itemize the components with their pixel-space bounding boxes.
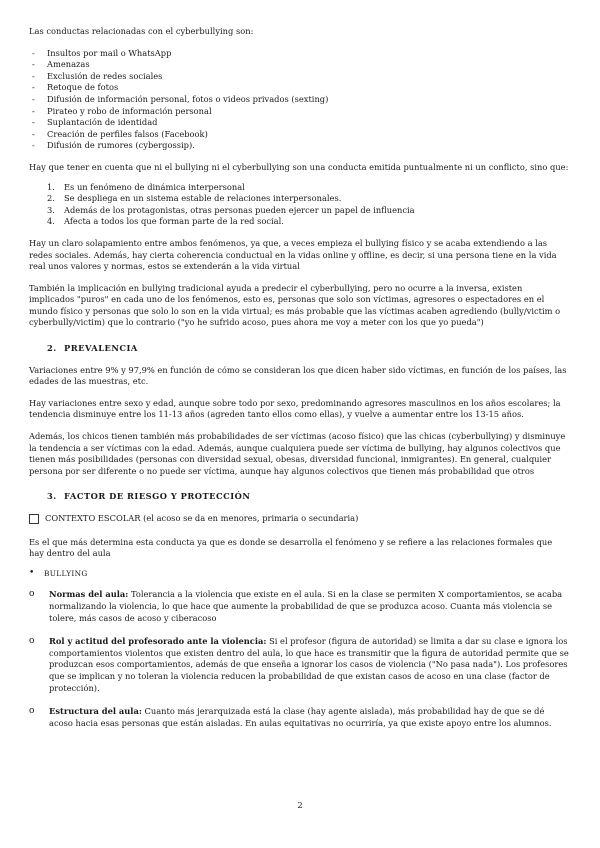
conductas-list <box>29 48 569 152</box>
variaciones-paragraph-2: Hay variaciones entre sexo y edad, aunque sobre todo por sexo, predominando agresores masculinos en los años escolares; la tendencia disminuye entre los 11-13 años (agreden tanto ellos como ellas), y vuelve a aumentar entre los 13-15 años. <box>29 397 561 420</box>
list-item: - Difusión de información personal, fotos o videos privados (sexting) <box>32 93 329 104</box>
intro-text: Las conductas relacionadas con el cyberbullying son: <box>29 26 254 36</box>
aula-paragraph: Es el que más determina esta conducta ya que es donde se desarrolla el fenómeno y se refiere a las relaciones formales que hay dentro del aula <box>29 536 553 559</box>
list-item: - Pirateo y robo de información personal <box>32 105 212 116</box>
list-item: - Insultos por mail o WhatsApp <box>32 47 172 58</box>
bullying-bullet <box>29 568 569 580</box>
list-item: 2. Se despliega en un sistema estable de relaciones interpersonales. <box>47 193 342 204</box>
factor-term: Rol y actitud del profesorado ante la violencia: <box>49 636 267 647</box>
list-item: 3. Además de los protagonistas, otras personas pueden ejercer un papel de influencia <box>47 204 415 215</box>
fenomeno-list <box>29 182 569 228</box>
factor-term: Estructura del aula: <box>49 706 142 717</box>
no-conflicto-paragraph: Hay que tener en cuenta que ni el bullying ni el cyberbullying son una conducta emitida puntualmente ni un conflicto, sino que: <box>29 161 569 172</box>
checkbox-icon <box>29 514 39 524</box>
contexto-escolar-label: CONTEXTO ESCOLAR (el acoso se da en menores, primaria o secundaria) <box>45 513 359 523</box>
variaciones-paragraph-1: Variaciones entre 9% y 97,9% en función de cómo se consideran los que dicen haber sido víctimas, en función de los países, las edades de las muestras, etc. <box>29 364 567 387</box>
section-heading-factor: 3. FACTOR DE RIESGO Y PROTECCIÓN <box>47 491 251 502</box>
factor-text: Tolerancia a la violencia que existe en el aula. Si en la clase se permiten X comportamientos, se acaba normalizando la violencia, lo que hace que aumente la probabilidad de que se produzca acoso. Cuanta más violencia se tolere, más casos de acoso y ciberacoso <box>49 589 563 623</box>
circle-bullet-icon: o <box>29 589 35 600</box>
factor-item-rol <box>29 636 569 694</box>
list-item: - Difusión de rumores (cybergossip). <box>32 140 195 151</box>
document-page <box>29 26 569 741</box>
list-item: - Exclusión de redes sociales <box>32 70 163 81</box>
factor-item-normas <box>29 589 569 624</box>
chicos-paragraph: Además, los chicos tienen también más probabilidades de ser víctimas (acoso físico) que las chicas (cyberbullying) y disminuye la tendencia a ser víctimas con la edad. Además, aunque cualquiera puede ser víctima de bullying, hay algunos colectivos que tienen más posibilidades (personas con diversidad sexual, obesas, diversidad funcional, inmigrantes). En general, cualquier persona por ser diferente o no puede ser víctima, aunque hay algunos colectivos que tienen más probabilidad que otros <box>29 431 566 476</box>
circle-bullet-icon: o <box>29 706 35 717</box>
contexto-escolar-row <box>29 513 569 525</box>
list-item: - Creación de perfiles falsos (Facebook) <box>32 128 208 139</box>
list-item: 1. Es un fenómeno de dinámica interpersonal <box>47 181 245 192</box>
solapamiento-paragraph: Hay un claro solapamiento entre ambos fenómenos, ya que, a veces empieza el bullying físico y se acaba extendiendo a las redes sociales. Además, hay cierta coherencia conductual en la vidas online y offline, es decir, si una persona tiene en la vida real unos valores y normas, estos se extenderán a la vida virtual <box>29 237 557 272</box>
factor-text: Si el profesor (figura de autoridad) se limita a dar su clase e ignora los comportamientos violentos que existen dentro del aula, lo que hace es transmitir que la figura de autoridad permite que se produzcan esos comportamientos, además de que enseña a ignorar los casos de violencia ("No pasa nada"). Los profesores que se implican y no toleran la violencia reducen la probabilidad de que existan casos de acoso en una clase (factor de protección). <box>49 636 569 693</box>
implicacion-paragraph: También la implicación en bullying tradicional ayuda a predecir el cyberbullying, pero no ocurre a la inversa, existen implicados "puros" en cada uno de los fenómenos, esto es, personas que solo son víctimas, agresores o espectadores en el mundo físico y personas que solo lo son en la vida virtual; es más probable que las víctimas acaben agrediendo (bully/victim o cyberbully/victim) que lo contrario ("yo he sufrido acoso, pues ahora me voy a meter con los que yo pueda") <box>29 282 561 328</box>
circle-bullet-icon: o <box>29 636 35 647</box>
factor-text: Cuanto más jerarquizada está la clase (hay agente aislada), más probabilidad hay de que se dé acoso hacia esas personas que están aisladas. En aulas equitativas no ocurriría, ya que existe apoyo entre los alumnos. <box>49 706 552 728</box>
page-number: 2 <box>297 800 303 810</box>
list-item: - Amenazas <box>32 59 90 70</box>
factor-term: Normas del aula: <box>49 589 129 600</box>
bullet-icon: • <box>29 567 35 578</box>
list-item: 4. Afecta a todos los que forman parte de la red social. <box>47 216 284 227</box>
list-item: - Retoque de fotos <box>32 82 119 93</box>
section-heading-prevalencia: 2. PREVALENCIA <box>47 343 138 354</box>
factor-item-estructura <box>29 706 569 729</box>
list-item: - Suplantación de identidad <box>32 117 158 128</box>
bullying-label: BULLYING <box>44 568 88 578</box>
